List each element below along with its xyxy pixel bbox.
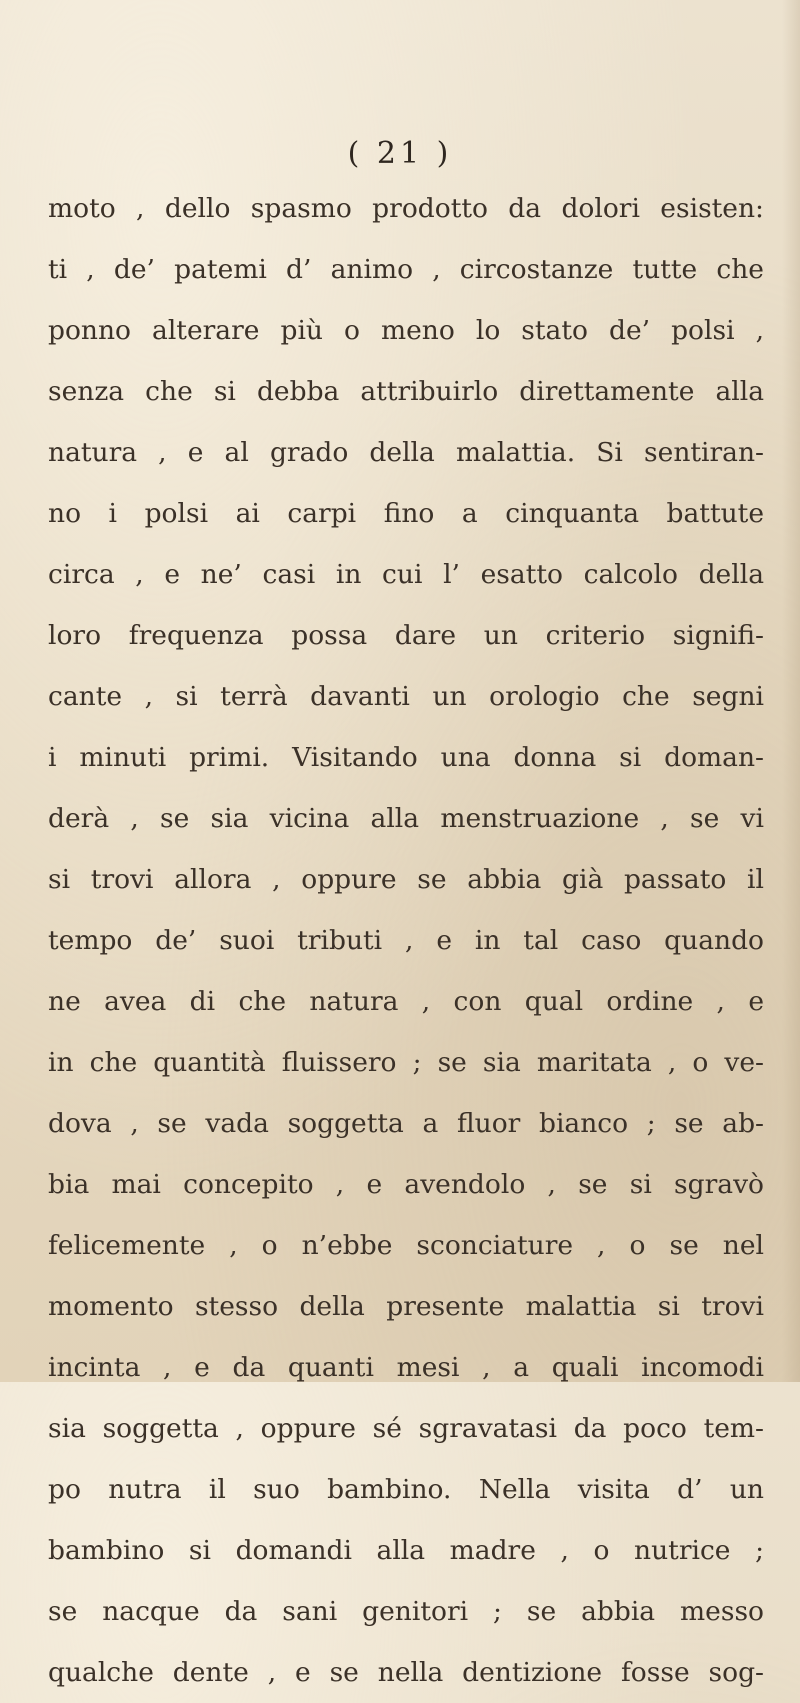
text-line: no i polsi ai carpi fino a cinquanta battute: [48, 498, 764, 529]
text-line: bambino si domandi alla madre , o nutrice ;: [48, 1535, 764, 1566]
text-line: sia soggetta , oppure sé sgravatasi da poco tem-: [48, 1413, 764, 1444]
text-line: cante , si terrà davanti un orologio che segni: [48, 681, 764, 712]
text-line: si trovi allora , oppure se abbia già passato il: [48, 864, 764, 895]
text-line: bia mai concepito , e avendolo , se si sgravò: [48, 1169, 764, 1200]
text-line: ponno alterare più o meno lo stato de’ polsi ,: [48, 315, 764, 346]
text-line: in che quantità fluissero ; se sia maritata , o ve-: [48, 1047, 764, 1078]
text-line: natura , e al grado della malattia. Si sentiran-: [48, 437, 764, 468]
text-line: ti , de’ patemi d’ animo , circostanze tutte che: [48, 254, 764, 285]
text-line: loro frequenza possa dare un criterio signifi-: [48, 620, 764, 651]
text-line: i minuti primi. Visitando una donna si doman-: [48, 742, 764, 773]
page-number: ( 21 ): [347, 136, 453, 171]
text-line: tempo de’ suoi tributi , e in tal caso quando: [48, 925, 764, 956]
text-line: felicemente , o n’ebbe sconciature , o se nel: [48, 1230, 764, 1261]
text-line: se nacque da sani genitori ; se abbia messo: [48, 1596, 764, 1627]
text-line: circa , e ne’ casi in cui l’ esatto calcolo della: [48, 559, 764, 590]
text-line: dova , se vada soggetta a fluor bianco ; se ab-: [48, 1108, 764, 1139]
text-line: po nutra il suo bambino. Nella visita d’ un: [48, 1474, 764, 1505]
body-text: [48, 178, 764, 1703]
text-line: momento stesso della presente malattia si trovi: [48, 1291, 764, 1322]
page-edge-shadow: [782, 0, 800, 1382]
text-line: senza che si debba attribuirlo direttamente alla: [48, 376, 764, 407]
text-line: incinta , e da quanti mesi , a quali incomodi: [48, 1352, 764, 1383]
text-line: ne avea di che natura , con qual ordine , e: [48, 986, 764, 1017]
text-line: derà , se sia vicina alla menstruazione , se vi: [48, 803, 764, 834]
text-line: qualche dente , e se nella dentizione fosse sog-: [48, 1657, 764, 1688]
text-line: moto , dello spasmo prodotto da dolori esisten:: [48, 193, 764, 224]
